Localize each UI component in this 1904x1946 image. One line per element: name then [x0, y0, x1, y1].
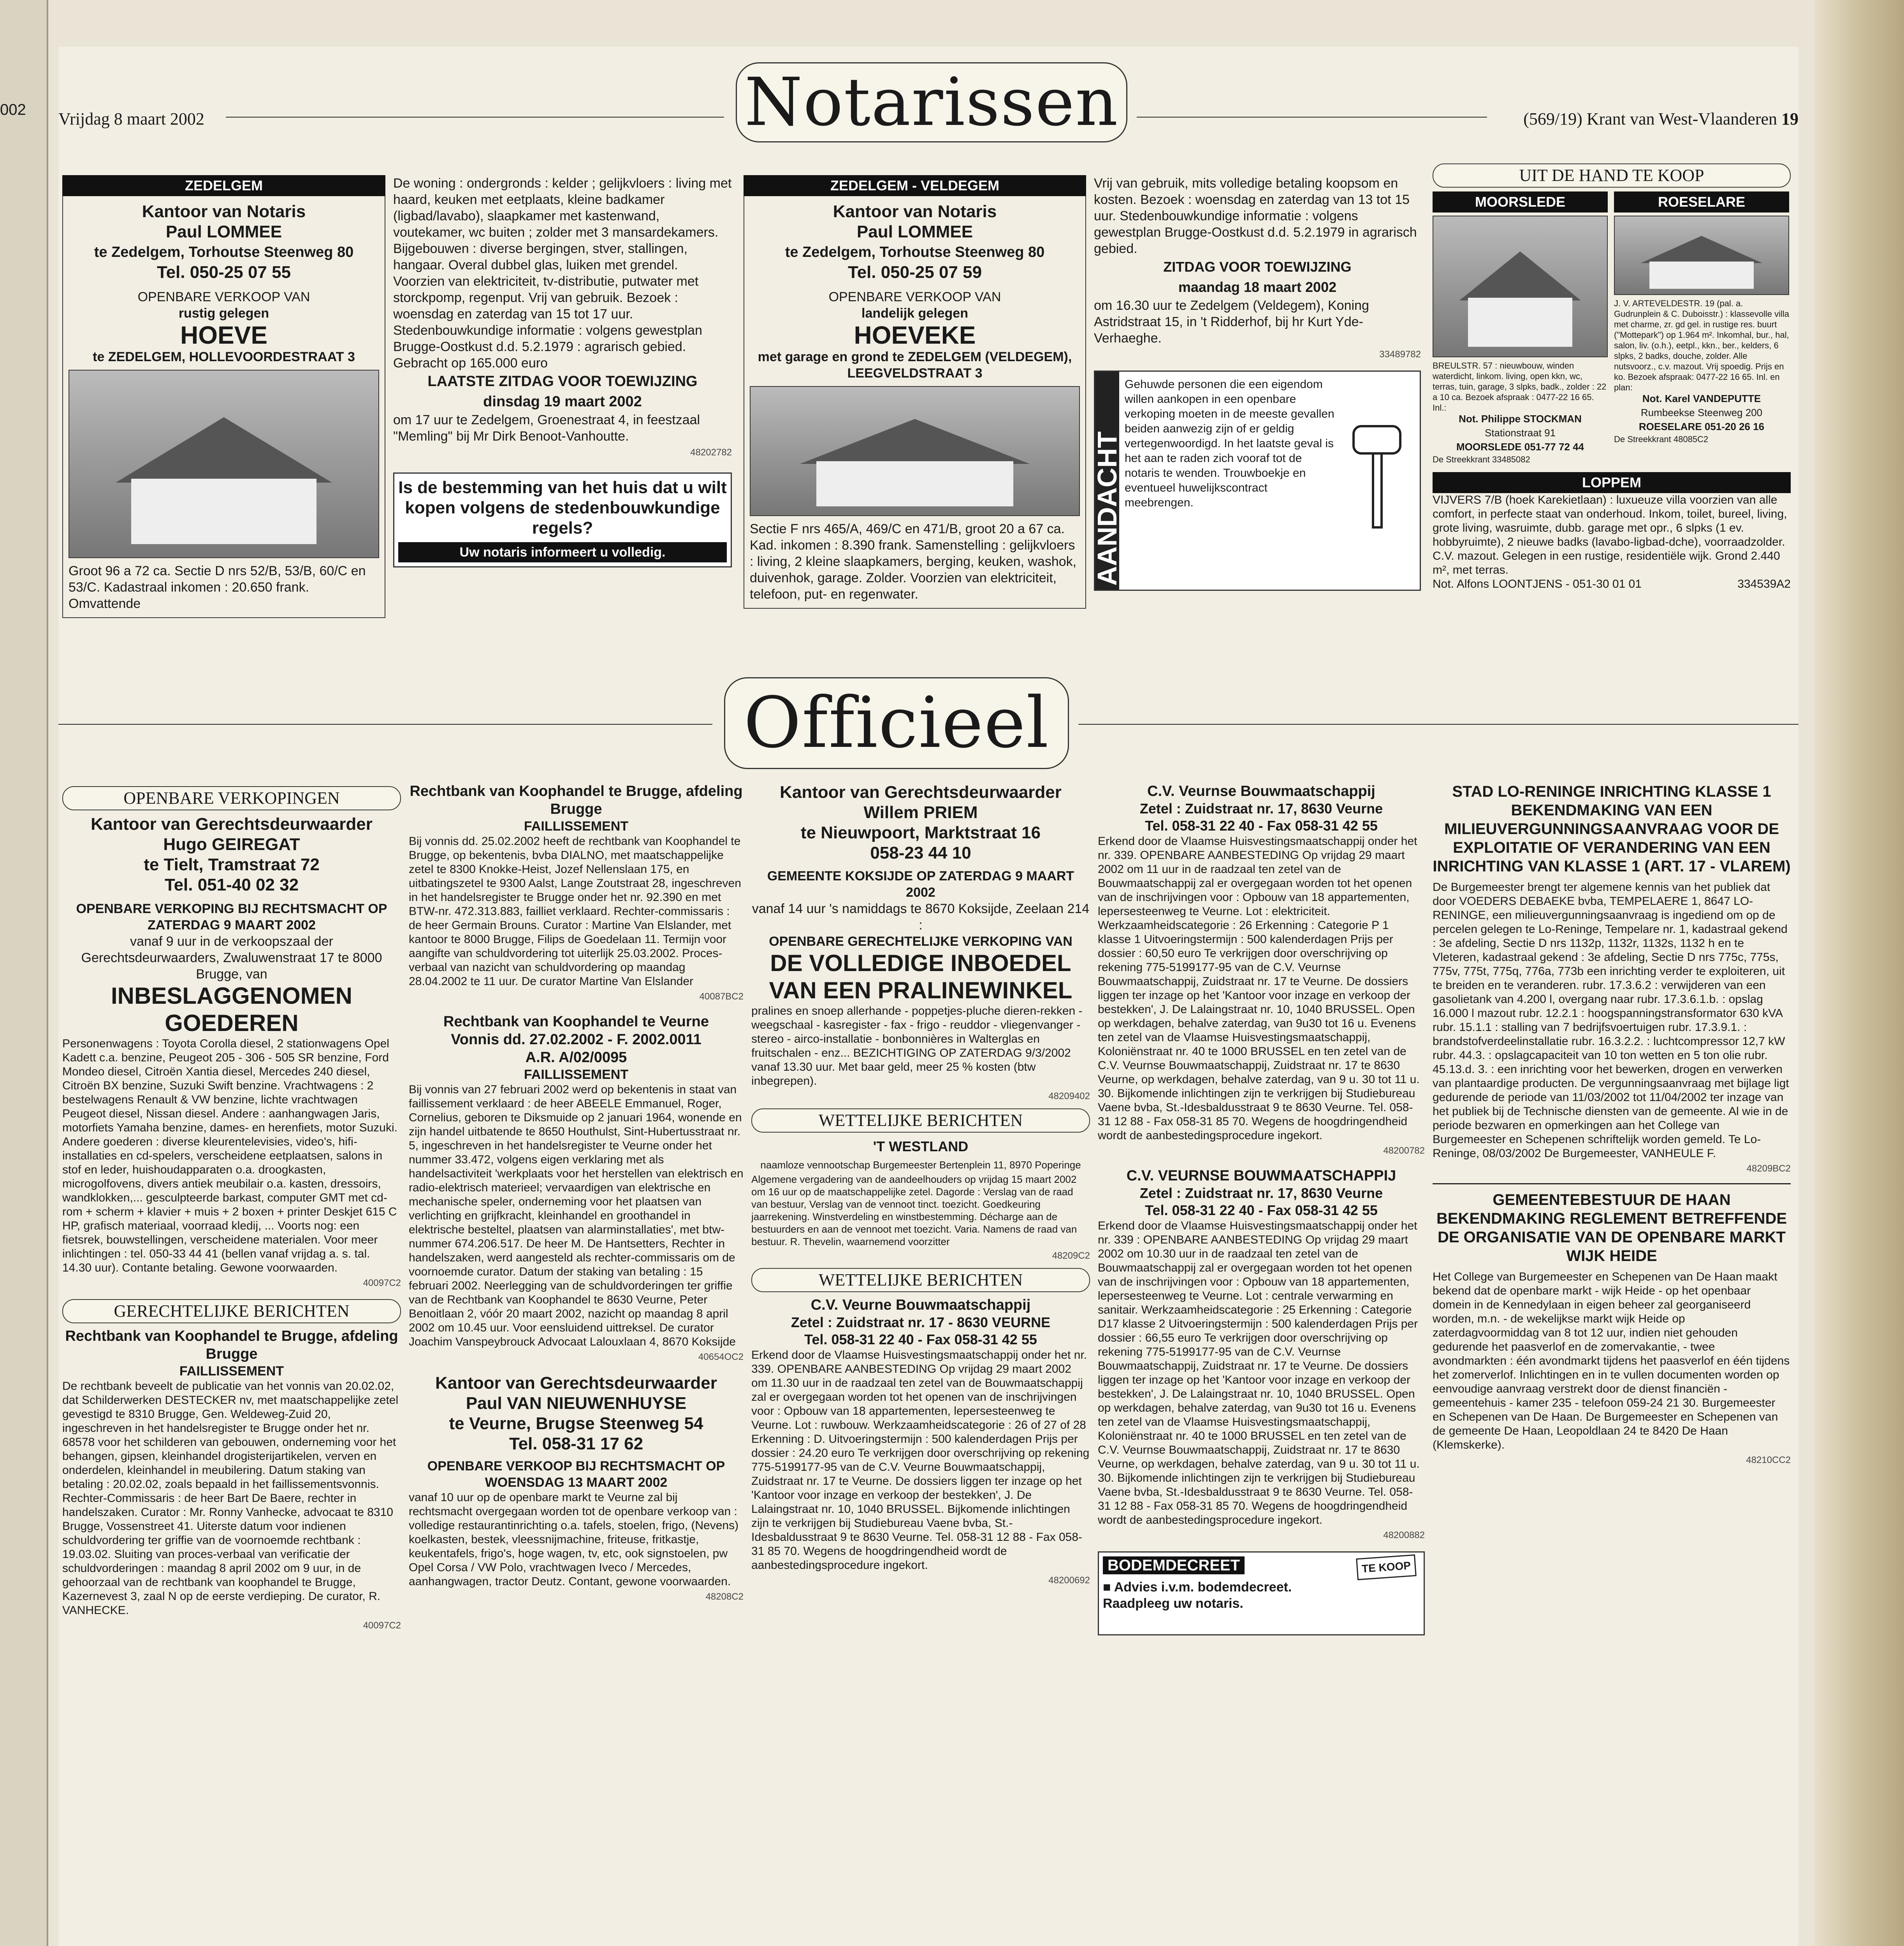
- te-koop-sign: TE KOOP: [1356, 1554, 1417, 1580]
- court-subtitle: FAILLISSEMENT: [524, 1067, 629, 1082]
- issue-date: Vrijdag 8 maart 2002: [58, 109, 204, 128]
- listing-town: ROESELARE: [1614, 191, 1789, 213]
- openbare-verkopingen: [62, 782, 401, 1634]
- sale-items: Personenwagens : Toyota Corolla diesel, 2 stationwagens Opel Kadett c.a. benzine, Peugeot 205 - 306 - 505 SR benzine, Ford Mondeo diesel, Citroën Xantia diesel, Mercedes 240 diesel, Citroën BX benzine, Suzuki Swift benzine. Vrachtwagens : 2 bestelwagens Renault & VW benzine, lichte vrachtwagen Peugeot diesel, Nissan diesel. Andere : aanhangwagen Jaris, motorfiets Yamaha benzine, dames- en herenfiets, motor Suzuki. Andere goederen : diverse kleurentelevisies, video's, hifi-installaties en cd-spelers, verscheidene eetplaatsen, salons in stof en leder, huishoudapparaten o.a. droogkasten, microgolfovens, divers antiek meubilair o.a. kasten, dressoirs, wandklokken,... gesculpteerde barkast, computer GMT met cd-rom + scherm + klavier + muis + 2 boxen + printer Deskjet 615 C HP, grafisch materiaal, voorraad kledij, ... Voorts nog: een fietsrek, bouwstellingen, verscheidene materialen. Voor meer inlichtingen : tel. 050-33 44 41 (bellen vanaf vrijdag a. s. tal. 14.30 uur). Contante betaling. Gewone voorwaarden.: [62, 1037, 397, 1274]
- notice-zedelgem: [62, 175, 385, 626]
- de-haan-title: GEMEENTEBESTUUR DE HAAN BEKENDMAKING REGLEMENT BETREFFENDE DE ORGANISATIE VAN DE OPENBARE MARKT WIJK HEIDE: [1436, 1191, 1787, 1265]
- page-binding: [0, 0, 48, 1946]
- listing-ref: 33485082: [1492, 455, 1530, 464]
- court-title: Rechtbank van Koophandel te Veurne: [443, 1013, 709, 1030]
- listing-text: BREULSTR. 57 : nieuwbouw, winden waterdicht, linkom. living, open kkn, wc, terras, tuin, garage, 3 slpks, badk., zolder : 22 a 10 ca. Bezoek afspraak : 0477-22 16 65. Inl.:: [1433, 361, 1607, 413]
- notice-veldegem-continued: [1094, 175, 1421, 591]
- sale-type: OPENBARE VERKOOP VAN: [137, 290, 310, 304]
- listing-ref: 48085C2: [1673, 434, 1709, 444]
- bailiff-phone: Tel. 051-40 02 32: [164, 875, 299, 894]
- court-title: Rechtbank van Koophandel te Brugge, afdeling Brugge: [410, 783, 743, 817]
- listing-notary: Not. Karel VANDEPUTTE: [1642, 393, 1761, 404]
- bailiff-name: Hugo GEIREGAT: [163, 835, 300, 854]
- wettelijke-tab: WETTELIJKE BERICHTEN: [751, 1108, 1090, 1133]
- paper-masthead: [1523, 109, 1799, 129]
- auction-location: om 16.30 uur te Zedelgem (Veldegem), Koning Astridstraat 15, in 't Ridderhof, bij hr Kurt Yde-Verhaeghe.: [1094, 298, 1369, 346]
- uit-de-hand-tab: UIT DE HAND TE KOOP: [1433, 163, 1791, 188]
- ad-question: Is de bestemming van het huis dat u wilt kopen volgens de stedenbouwkundige regels?: [398, 478, 727, 537]
- notary-address: te Zedelgem, Torhoutse Steenweg 80: [785, 244, 1045, 260]
- house-photo: [1433, 216, 1608, 357]
- notice-ref: 40097C2: [363, 1620, 401, 1631]
- notary-name: Paul LOMMEE: [165, 222, 282, 241]
- bailiff-name: Paul VAN NIEUWENHUYSE: [466, 1394, 687, 1413]
- page-stack-edge: [1814, 0, 1904, 1946]
- bailiff-address: te Veurne, Brugse Steenweg 54: [449, 1414, 703, 1433]
- notice-veldegem: [744, 175, 1086, 616]
- section-banner-officieel: Officieel: [724, 677, 1069, 769]
- listing-roeselare: [1614, 191, 1789, 467]
- loppem-text: VIJVERS 7/B (hoek Karekietlaan) : luxueuze villa voorzien van alle comfort, in perfecte staat van onderhoud. Inkom, toilet, bureel, living, grote living, wasruimte, dubb. garage met opr., 6 slpks (1 ev. hobbyruimte), 2 nieuwe badks (lavabo-ligbad-dche), voorraadzolder. C.V. mazout. Gelegen in een rustige, residentiële wijk. Grond 2.440 m², met terras.: [1433, 494, 1787, 576]
- sale-description: Sectie F nrs 465/A, 469/C en 471/B, groot 20 a 67 ca. Kad. inkomen : 8.390 frank. Samenstelling : gelijkvloers : living, 2 kleine slaapkamers, berging, keuken, washok, duivenhok, garage. Zolder. Voorzien van elektriciteit, telefoon, put- en regenwater.: [750, 522, 1077, 602]
- header-rule-right: [1137, 117, 1487, 118]
- notary-address: te Zedelgem, Torhoutse Steenweg 80: [94, 244, 354, 260]
- sale-type: OPENBARE VERKOOP VAN: [828, 290, 1001, 304]
- tender-text: Erkend door de Vlaamse Huisvestingsmaatschappij onder het nr. 339. OPENBARE AANBESTEDING Op vrijdag 29 maart 2002 om 11.30 uur in de raadzaal ten zetel van de Bouwmaatschappij zal er overgegaan worden tot het openen van de inschrijvingen voor : Opbouw van 18 appartementen, lepersesteenweg te Veurne. Lot : ruwbouw. Werkzaamheidscategorie : 26 of 27 of 28 Erkenning : D. Uitvoeringstermijn : 500 kalenderdagen Prijs per dossier : 24.20 euro Te verkrijgen door overschrijving op rekening 775-5199177-95 van de C.V. Veurne Bouwmaatschappij, Zuidstraat nr. 17 te Veurne. De dossiers liggen ter inzage op het 'Kantoor voor inzage en verkoop der bestekken', J. De Lalaingstraat nr. 10, 1040 BRUSSEL. Bijkomende inlichtingen zijn te verkrijgen bij Studiebureau Vaene bvba, St.-Idesbaldusstraat 9 te 8630 Veurne. Tel. 058-31 12 88 - Fax 058-31 85 70. Wegens de hoogdringendheid wordt de aanbestedingsprocedure ingekort.: [751, 1349, 1090, 1572]
- aandacht-text: Gehuwde personen die een eigendom willen aankopen in een openbare verkoping moeten in de meeste gevallen beiden aanwezig zijn of er geldig vertegenwoordigd. In het laatste geval is het aan te raden zich vooraf tot de notaris te wenden. Trouwboekje en eventueel huwelijkscontract meebrengen.: [1125, 378, 1334, 509]
- notice-ref: 48208C2: [705, 1591, 744, 1602]
- bailiff-address: te Tielt, Tramstraat 72: [144, 855, 320, 874]
- bailiff-name: Willem PRIEM: [863, 803, 978, 822]
- company-address: naamloze vennootschap Burgemeester Bertenplein 11, 8970 Poperinge: [760, 1159, 1081, 1171]
- court-subtitle: FAILLISSEMENT: [524, 819, 629, 834]
- company-name: C.V. Veurnse Bouwmaatschappij: [1147, 783, 1375, 799]
- verkopingen-tab: OPENBARE VERKOPINGEN: [62, 786, 401, 810]
- veurne-column: [1098, 782, 1425, 1635]
- notary-phone: Tel. 050-25 07 55: [156, 263, 291, 282]
- company-address: Zetel : Zuidstraat nr. 17 - 8630 VEURNE: [791, 1314, 1051, 1330]
- notice-ref: 48200692: [1048, 1575, 1090, 1586]
- notice-ref: 48200882: [1383, 1530, 1425, 1540]
- aandacht-label: AANDACHT: [1095, 372, 1119, 590]
- listing-moorslede: [1433, 191, 1608, 467]
- region-tab-veldegem: ZEDELGEM - VELDEGEM: [744, 175, 1086, 196]
- sale-qualifier: rustig gelegen: [178, 306, 269, 321]
- prev-page-number: 002: [0, 101, 26, 118]
- auction-heading: LAATSTE ZITDAG VOOR TOEWIJZING: [427, 373, 698, 390]
- court-judgment: Vonnis dd. 27.02.2002 - F. 2002.0011: [451, 1031, 701, 1048]
- ad-tagline: Uw notaris informeert u volledig.: [398, 542, 727, 562]
- auction-date: maandag 18 maart 2002: [1178, 279, 1337, 295]
- office-title: Kantoor van Gerechtsdeurwaarder: [780, 783, 1062, 802]
- region-tab-zedelgem: ZEDELGEM: [62, 175, 385, 196]
- gerechtelijke-tab: GERECHTELIJKE BERICHTEN: [62, 1299, 401, 1323]
- sale-location: te ZEDELGEM, HOLLEVOORDESTRAAT 3: [93, 350, 355, 364]
- meeting-notice: Algemene vergadering van de aandeelhouders op vrijdag 15 maart 2002 om 16 uur op de maatschappelijke zetel. Dagorde : Verslag van de raad van bestuur, Verslag van de vennoot tinct. toezicht. Goedkeuring jaarrekening. Winstverdeling en winstbestemming. Décharge aan de bestuurders en aan de vennoot met toezicht. Varia. Namens de raad van bestuur. R. Thevelin, waarnemend voorzitter: [751, 1173, 1077, 1247]
- loppem-contact: Not. Alfons LOONTJENS - 051-30 01 01: [1433, 578, 1642, 590]
- region-tab-loppem: LOPPEM: [1433, 472, 1791, 493]
- company-name: C.V. VEURNSE BOUWMAATSCHAPPIJ: [1126, 1168, 1396, 1184]
- listing-phone: ROESELARE 051-20 26 16: [1639, 421, 1765, 432]
- property-details: De woning : ondergronds : kelder ; gelijkvloers : living met haard, keuken met eetplaats, kleine badkamer (ligbad/lavabo), slaapkamer met kastenwand, voutekamer, wc buiten ; zolder met 3 mansardekamers. Bijgebouwen : diverse bergingen, stver, stallingen, hangaar. Overal dubbel glas, luiken met grendel. Voorzien van elektriciteit, tv-distributie, putwater met storckpomp, regenput. Vrij van gebruik. Bezoek : woensdag en zaterdag van 15 tot 17 uur. Stedenbouwkundige informatie : volgens gewestplan Brugge-Oostkust d.d. 5.2.1979 : agrarisch gebied. Gebracht op 165.000 euro: [393, 176, 732, 371]
- bailiff-address: te Nieuwpoort, Marktstraat 16: [800, 823, 1041, 842]
- newspaper-page: [58, 47, 1799, 1946]
- court-text: Bij vonnis van 27 februari 2002 werd op bekentenis in staat van faillissement verklaard : de heer ABEELE Emmanuel, Roger, Cornelius, geboren te Diksmuide op 2 januari 1964, wonende en zijn handel uitbatende te 8650 Houthulst, Sint-Hubertusstraat nr. 5, ingeschreven in het handelsregister te Veurne onder het nummer 33.472, volgens eigen verklaring met als handelsactiviteit 'werkplaats voor het herstellen van elektrisch en radio-elektrisch materieel; vervaardigen van elektrische en mechanische speler, onderneming voor het plaatsen van verlichting en grijfkracht, kleinhandel en groothandel in elektrische besteltel, plaatsen van alarminstallaties', met btw-nummer 674.206.517. De heer M. De Hantsetters, Rechter in handelszaken, werd aangesteld als rechter-commissaris om de voornoemde curator. Datum der staking van betaling : 15 februari 2002. Neerlegging van de schuldvorderingen ter griffie van de Rechtbank van Koophandel te 8630 Veurne, Peter Benoitlaan 2, vóór 20 maart 2002, nazicht op maandag 8 april 2002 om 10.45 uur. Voor eensluidend uittreksel. De curator Joachim Vanspeybrouck Advocaat Lalouxlaan 4, 8670 Koksijde: [409, 1083, 744, 1348]
- office-title: Kantoor van Gerechtsdeurwaarder: [435, 1373, 717, 1393]
- company-address: Zetel : Zuidstraat nr. 17, 8630 Veurne: [1139, 1185, 1383, 1201]
- listing-notary: Not. Philippe STOCKMAN: [1459, 413, 1582, 425]
- bailiff-phone: 058-23 44 10: [870, 843, 971, 862]
- office-title: Kantoor van Notaris: [142, 202, 306, 221]
- auction-heading: ZITDAG VOOR TOEWIJZING: [1163, 259, 1352, 275]
- sale-heading: GEMEENTE KOKSIJDE OP ZATERDAG 9 MAART 2002: [767, 869, 1074, 900]
- notice-zedelgem-continued: [393, 175, 732, 571]
- sale-object: INBESLAGGENOMEN GOEDEREN: [111, 983, 353, 1036]
- office-title: Kantoor van Gerechtsdeurwaarder: [91, 815, 373, 834]
- tender-text: Erkend door de Vlaamse Huisvestingsmaatschappij onder het nr. 339 : OPENBARE AANBESTEDING Op vrijdag 29 maart 2002 om 10.30 uur in de raadzaal ten zetel van de Bouwmaatschappij zal er overgegaan worden tot het openen van de inschrijvingen voor : Opbouw van 18 appartementen, lepersesteenweg te Veurne. Lot : centrale verwarming en sanitair. Werkzaamheidscategorie : 25 Erkenning : Categorie D17 klasse 2 Uitvoeringstermijn : 500 kalenderdagen Prijs per dossier : 66,55 euro Te verkrijgen door overschrijving op rekening 775-5199177-95 van de C.V. Veurnse Bouwmaatschappij, Zuidstraat nr. 17 te Veurne. De dossiers liggen ter inzage op het 'Kantoor voor inzage en verkoop der bestekken', J. De Lalaingstraat nr. 10, 1040 BRUSSEL. Open op werkdagen, behalve zaterdag, van 9u30 tot 16 u. Evenens ten zetel van de Vlaamse Huisvestingsmaatschappij, Koloniënstraat nr. 40 te 1000 BRUSSEL en ten zetel van de C.V. Veurnse Bouwmaatschappij, Zuidstraat nr. 17 te 8630 Veurne, op werkdagen, behalve zaterdag, van 9 u. 30 tot 11 u. 30. Bijkomende inlichtingen zijn te verkrijgen bij Studiebureau Vaene bvba, St.-Idesbaldusstraat 9 te 8630 Veurne. Tel. 058-31 12 88 - Fax 058-31 85 70. Wegens de hoogdringendheid wordt de aanbestedingsprocedure ingekort.: [1098, 1219, 1420, 1526]
- loppem-ref: 334539A2: [1737, 578, 1791, 590]
- company-phone: Tel. 058-31 22 40 - Fax 058-31 42 55: [804, 1331, 1037, 1347]
- wettelijke-tab: WETTELIJKE BERICHTEN: [751, 1268, 1090, 1292]
- court-ar: A.R. A/02/0095: [525, 1049, 627, 1066]
- notice-ref: 40087BC2: [699, 991, 744, 1002]
- listing-phone: MOORSLEDE 051-77 72 44: [1456, 441, 1584, 453]
- sale-type: OPENBARE GERECHTELIJKE VERKOPING VAN: [769, 934, 1072, 949]
- notary-info-ad: [393, 472, 732, 567]
- municipal-column: [1433, 782, 1791, 1468]
- lo-reninge-title: STAD LO-RENINGE INRICHTING KLASSE 1 BEKENDMAKING VAN EEN MILIEUVERGUNNINGSAANVRAAG VOOR DE EXPLOITATIE OF VERANDERING VAN EEN INRICHTING VAN KLASSE 1 (ART. 17 - VLAREM): [1433, 783, 1791, 875]
- sale-location: met garage en grond te ZEDELGEM (VELDEGEM), LEEGVELDSTRAAT 3: [758, 350, 1072, 381]
- notary-name: Paul LOMMEE: [856, 222, 973, 241]
- sale-object: HOEVE: [180, 321, 268, 349]
- notice-ref: 48209C2: [1052, 1250, 1090, 1261]
- koophandel-column: [409, 782, 744, 1605]
- notice-ref: 48202782: [690, 447, 732, 458]
- auction-location: om 17 uur te Zedelgem, Groenestraat 4, in feestzaal "Memling" bij Mr Dirk Benoot-Vanhoutte.: [393, 413, 700, 444]
- notary-phone: Tel. 050-25 07 59: [847, 263, 982, 282]
- header-rule-left: [226, 117, 724, 118]
- page-number: 19: [1781, 109, 1799, 128]
- lo-reninge-text: De Burgemeester brengt ter algemene kennis van het publiek dat door VOEDERS DEBAEKE bvba, TEMPELAERE 1, 8647 LO-RENINGE, een milieuvergunningsaanvraag is ingediend om op de percelen gelegen te Lo-Reninge, Tempelare nr. 1, kadastraal gekend : 3e afdeling, Sectie D nrs 1132p, 1132r, 1132s, 1132 h en te Vleteren, kadastraal gekend : 3e afdeling, Sectie D nrs 775c, 775s, 775v, 775t, 775q, 776a, 773b een inrichting verder te exploiteren, uit te breiden en te veranderen. rubr. 17.3.6.2 : verwijderen van een gasolietank van 4.200 l, overgang naar rubr. 17.3.6.1.b. : opslag 16.000 l mazout rubr. 12.2.1 : hoogspanningstransformator 630 kVA rubr. 15.1.1 : stalling van 7 bedrijfsvoertuigen rubr. 17.3.9.1. : brandstofverdeelinstallatie rubr. 16.3.2.2. : luchtcompressor 12,7 kW rubr. 44.3. : opslagcapaciteit van 10 ton wetten en 5 ton olie rubr. 45.13.d. 3. : een inrichting voor het bewerken, drogen en verwerken van plantaardige producten. De vergunningsaanvraag met bijlage ligt gedurende de periode van 11/03/2002 tot 11/04/2002 ter inzage van het publiek bij de Technische diensten van de gemeente. Al wie in de periode bezwaren en opmerkingen aan het College van Burgemeester en Schepenen schriftelijk worden gemeld. Te Lo-Reninge, 08/03/2002 De Burgemeester, VANHEULE F.: [1433, 881, 1789, 1160]
- bodemdecreet-line1: Advies i.v.m. bodemdecreet.: [1114, 1580, 1292, 1595]
- listing-address: Rumbeekse Steenweg 200: [1640, 407, 1763, 418]
- hammer-icon: [1342, 372, 1420, 590]
- listing-text: J. V. ARTEVELDESTR. 19 (pal. a. Gudrunplein & C. Duboisstr.) : klassevolle villa met charme, zr. gd gel. in rustige res. buurt ("Mottepark") op 1.964 m². Inkomhal, bur., hal, salon, liv. (o.h.), eetpl., kkn., ber., kelders, 6 slpks, 2 badks, douche, zolder. Alle nutsvoorz., c.v. mazout. Vrij spoedig. Prijs en ko. Bezoek afspraak: 0477-22 16 65. Inl. en plan:: [1614, 299, 1789, 392]
- aandacht-box: [1094, 371, 1421, 591]
- court-title: Rechtbank van Koophandel te Brugge, afdeling Brugge: [65, 1328, 398, 1362]
- page-code: (569/19): [1523, 109, 1582, 128]
- bodemdecreet-title: BODEMDECREET: [1103, 1556, 1245, 1574]
- tender-text: Erkend door de Vlaamse Huisvestingsmaatschappij onder het nr. 339. OPENBARE AANBESTEDING Op vrijdag 29 maart 2002 om 11 uur in de raadzaal ten zetel van de Bouwmaatschappij zal er overgegaan worden tot het openen van de inschrijvingen voor : Opbouw van 18 appartementen, lepersesteenweg te Veurne. Lot : elektriciteit. Werkzaamheidscategorie : 26 Erkenning : Categorie P 1 klasse 1 Uitvoeringstermijn : 500 kalenderdagen Prijs per dossier : 60,50 euro Te verkrijgen door overschrijving op rekening 775-5199177-95 van de C.V. Veurnse Bouwmaatschappij, Zuidstraat nr. 17 te Veurne. De dossiers liggen ter inzage op het 'Kantoor voor inzage en verkoop der bestekken', J. De Lalaingstraat nr. 10, 1040 BRUSSEL. Open op werkdagen, behalve zaterdag, van 9u30 tot 16 u. Evenens ten zetel van de Vlaamse Huisvestingsmaatschappij, Koloniënstraat nr. 40 te 1000 BRUSSEL en ten zetel van de C.V. Veurnse Bouwmaatschappij, Zuidstraat nr. 17 te 8630 Veurne, op werkdagen, behalve zaterdag, van 9 u. 30 tot 11 u. 30. Bijkomende inlichtingen zijn te verkrijgen bij Studiebureau Vaene bvba, St.-Idesbaldusstraat 9 te 8630 Veurne. Tel. 058-31 12 88 - Fax 058-31 85 70. Wegens de hoogdringendheid wordt de aanbestedingsprocedure ingekort.: [1098, 835, 1420, 1142]
- officieel-rule-right: [1078, 724, 1799, 725]
- court-text: De rechtbank beveelt de publicatie van het vonnis van 20.02.02, dat Schilderwerken DESTECKER nv, met maatschappelijke zetel gevestigd te 8310 Brugge, Gen. Weldeweg-Zuid 20, ingeschreven in het handelsregister te Brugge onder het nr. 68578 voor het schilderen van gebouwen, onderneming voor het behangen, gipsen, kleinhandel drogisterijartikelen, verven en onderdelen, kleinhandel in meubilering. Datum staking van betaling : 20.02.02, zoals bepaald in het faillissementsvonnis. Rechter-Commissaris : de heer Bart De Baere, rechter in handelszaken. Curator : Mr. Ronny Vanhecke, advocaat te 8310 Brugge, Vossenstreet 41. Uiterste datum voor indienen schuldvordering ter griffie van de voornoemde rechtbank : 19.03.02. Sluiting van proces-verbaal van verificatie der schuldvorderingen : maandag 8 april 2002 om 9 uur, in de gehoorzaal van de rechtbank van koophandel te Brugge, Kazernevest 3, zaal N op de eerste verdieping. De curator, R. VANHECKE.: [62, 1380, 399, 1617]
- notice-ref: 48209BC2: [1746, 1163, 1791, 1174]
- notice-ref: 40654OC2: [698, 1352, 744, 1362]
- listing-source: De Streekkrant: [1433, 455, 1490, 464]
- company-phone: Tel. 058-31 22 40 - Fax 058-31 42 55: [1145, 818, 1378, 834]
- sale-qualifier: landelijk gelegen: [861, 306, 968, 321]
- villa-photo: [1614, 216, 1789, 295]
- company-phone: Tel. 058-31 22 40 - Fax 058-31 42 55: [1145, 1202, 1378, 1218]
- court-subtitle: FAILLISSEMENT: [179, 1364, 284, 1379]
- court-text: Bij vonnis dd. 25.02.2002 heeft de rechtbank van Koophandel te Brugge, op bekentenis, bvba DIALNO, met maatschappelijke zetel te 8300 Knokke-Heist, Jozef Nellenslaan 175, en uitbatingszetel te 9300 Aalst, Lange Zoutstraat 28, ingeschreven in het handelsregister te Brugge onder het nr. 92.390 en met BTW-nr. 472.313.883, failliet verklaard. Rechter-commissaris : de heer Germain Brouns. Curator : Martine Van Elslander, met kantoor te 8000 Brugge, Filips de Goedelaan 11. Termijn voor aangifte van schuldvordering tot uiterlijk 25.03.2002. Proces-verbaal van nazicht van schuldvordering op maandag 28.04.2002 te 11 uur. De curator Martine Van Elslander: [409, 835, 741, 988]
- notice-ref: 48210CC2: [1746, 1455, 1791, 1465]
- de-haan-text: Het College van Burgemeester en Schepenen van De Haan maakt bekend dat de openbare markt - wijk Heide - op het openbaar domein in de Kennedylaan in eigen beheer zal georganiseerd worden, m.n. - de wekelijkse markt wijk Heide op zaterdagvoormiddag van 8 tot 12 uur, indien niet gehouden gedurende het paasverlof en de zomervakantie, - twee avondmarkten : één avondmarkt tijdens het paasverlof en één tijdens het zomerverlof. Inlichtingen en in te vullen documenten worden op eenvoudige aanvraag verstrekt door de dienst financiën - gemeentehuis - kamer 235 - telefoon 059-24 21 30. Burgemeester en Schepenen van De Haan. De Burgemeester en Schepenen van de gemeente De Haan, Leopoldlaan 24 te 8420 De Haan (Klemskerke).: [1433, 1270, 1790, 1451]
- sale-location: vanaf 14 uur 's namiddags te 8670 Koksijde, Zeelaan 214 :: [752, 901, 1090, 933]
- sale-object: HOEVEKE: [854, 321, 976, 349]
- listing-address: Stationstraat 91: [1484, 427, 1556, 439]
- notice-ref: 40097C2: [363, 1278, 401, 1288]
- sale-object: DE VOLLEDIGE INBOEDEL VAN EEN PRALINEWINKEL: [769, 950, 1072, 1003]
- bailiff-phone: Tel. 058-31 17 62: [509, 1434, 643, 1453]
- bodemdecreet-line2: Raadpleeg uw notaris.: [1103, 1596, 1243, 1611]
- property-details: Vrij van gebruik, mits volledige betaling koopsom en kosten. Bezoek : woensdag en zaterdag van 13 tot 15 uur. Stedenbouwkundige informatie : volgens gewestplan Brugge-Oostkust d.d. 5.2.1979 in agrarisch gebied.: [1094, 176, 1417, 256]
- sale-heading: OPENBARE VERKOPING BIJ RECHTSMACHT OP ZATERDAG 9 MAART 2002: [76, 901, 387, 933]
- company-address: Zetel : Zuidstraat nr. 17, 8630 Veurne: [1139, 801, 1383, 817]
- listing-town: MOORSLEDE: [1433, 191, 1608, 213]
- priem-column: [751, 782, 1090, 1589]
- bodemdecreet-ad: BODEMDECREET TE KOOP ■ Advies i.v.m. bodemdecreet. Raadpleeg uw notaris.: [1098, 1551, 1425, 1635]
- paper-name: Krant van West-Vlaanderen: [1586, 109, 1777, 128]
- notice-ref: 33489782: [1379, 349, 1421, 360]
- sale-location: vanaf 9 uur in de verkoopszaal der Gerechtsdeurwaarders, Zwaluwenstraat 17 te 8000 Brugge, van: [81, 934, 382, 982]
- notice-ref: 48200782: [1383, 1145, 1425, 1156]
- page-header: [58, 62, 1799, 141]
- company-name: 'T WESTLAND: [873, 1138, 969, 1154]
- farmhouse-photo: [750, 386, 1080, 516]
- officieel-rule-left: [58, 724, 712, 725]
- auction-date: dinsdag 19 maart 2002: [483, 393, 642, 410]
- notice-ref: 48209402: [1048, 1091, 1090, 1101]
- office-title: Kantoor van Notaris: [833, 202, 997, 221]
- company-name: C.V. Veurne Bouwmaatschappij: [810, 1297, 1031, 1313]
- sale-items: pralines en snoep allerhande - poppetjes-pluche dieren-rekken - weegschaal - kasregister - fax - frigo - reuddor - vliegenvanger - stereo - airco-installatie - bonbonnières in Walterglas en fruitschalen - enz... BEZICHTIGING OP ZATERDAG 9/3/2002 vanaf 13.30 uur. Met baar geld, meer 25 % kosten (btw inbegrepen).: [751, 1005, 1083, 1087]
- farmhouse-photo: [69, 370, 379, 558]
- section-banner-notarissen: Notarissen: [736, 62, 1127, 142]
- sale-heading: OPENBARE VERKOOP BIJ RECHTSMACHT OP WOENSDAG 13 MAART 2002: [427, 1459, 725, 1490]
- sale-description: Groot 96 a 72 ca. Sectie D nrs 52/B, 53/B, 60/C en 53/C. Kadastraal inkomen : 20.650 frank. Omvattende: [69, 564, 366, 611]
- uit-de-hand-section: [1433, 160, 1791, 591]
- listing-source: De Streekkrant: [1614, 434, 1671, 444]
- sale-items: vanaf 10 uur op de openbare markt te Veurne zal bij rechtsmacht overgegaan worden tot de openbare verkoop van : volledige restaurantinrichting o.a. tafels, stoelen, frigo, (Nevens) koelkasten, bestek, vleessnijmachine, friteuse, fritkastje, keukentafels, frigo's, hoge wagen, tv, etc, ook signstoelen, pw Opel Corsa / VW Polo, vrachtwagen Iveco / Mercedes, aanhangwagen, tractor Deutz. Contant, gewone voorwaarden.: [409, 1491, 739, 1588]
